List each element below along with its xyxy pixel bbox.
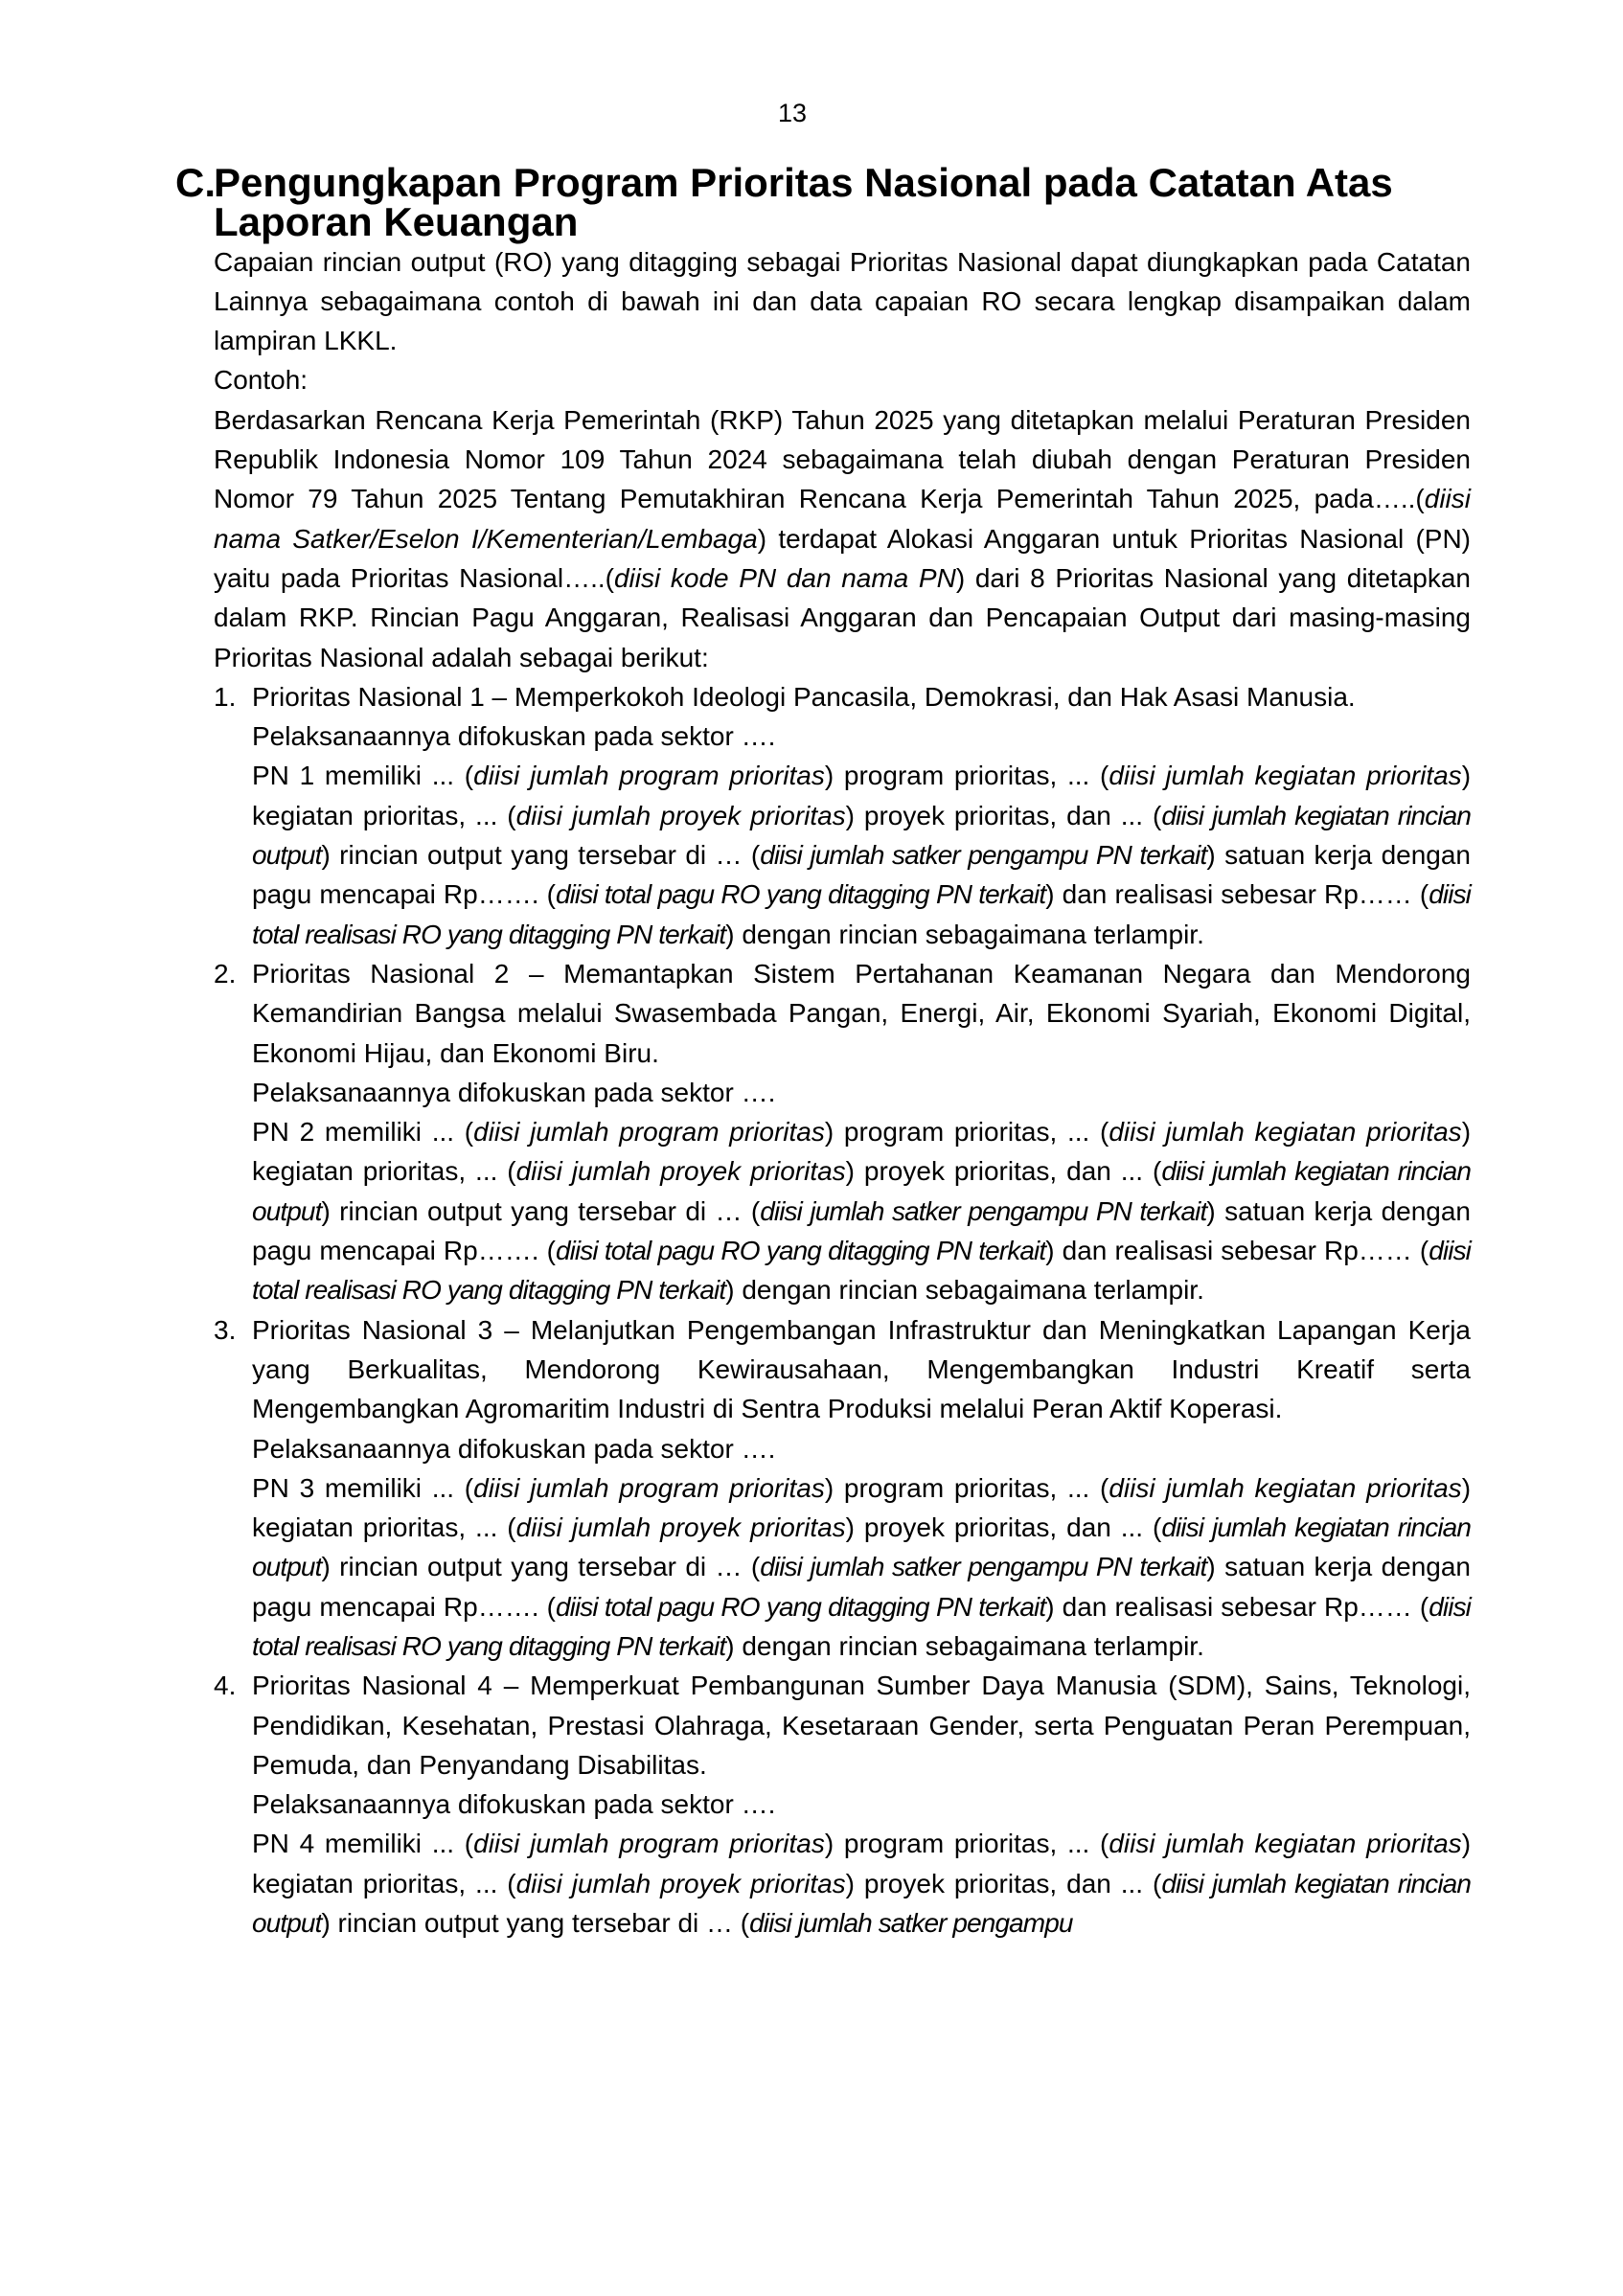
- text-run: ) terdapat Alokasi Anggaran untuk Prioritas Nasional (PN) yaitu pada Prioritas Nasional…..(: [214, 523, 1471, 593]
- text-run: Prioritas Nasional 4 – Memperkuat Pembangunan Sumber Daya Manusia (SDM), Sains, Teknologi, Pendidikan, Kesehatan, Prestasi Olahraga, Kesetaraan Gender, serta Penguatan Peran Perempuan, Pemuda, dan Penyandang Disabilitas.: [252, 1671, 1471, 1780]
- pn-detail: [252, 1112, 1471, 1309]
- text-run: ) dengan rincian sebagaimana terlampir.: [725, 1275, 1204, 1306]
- text-run: Capaian rincian output (RO) yang ditagging sebagai Prioritas Nasional dapat diungkapkan pada Catatan Lainnya sebagaimana contoh di bawah ini dan data capaian RO secara lengkap disampaikan dalam lampiran LKKL.: [214, 246, 1471, 356]
- list-item-pn4: [214, 1666, 1471, 1943]
- text-run: ) kegiatan prioritas, ... (: [252, 761, 1472, 830]
- placeholder-instruction: diisi jumlah proyek prioritas: [515, 1156, 846, 1187]
- priority-list: [214, 677, 1471, 1944]
- intro-paragraph: [214, 242, 1471, 361]
- list-item-body: [252, 1666, 1471, 1943]
- placeholder-instruction: diisi jumlah program prioritas: [473, 1472, 825, 1503]
- placeholder-instruction: diisi jumlah kegiatan rincian output: [252, 1868, 1471, 1939]
- placeholder-instruction: diisi jumlah program prioritas: [473, 1829, 825, 1859]
- text-run: PN 1 memiliki ... (: [252, 761, 474, 791]
- pn-focus: [252, 1073, 1471, 1112]
- text-run: ) program prioritas, ... (: [824, 1472, 1109, 1503]
- placeholder-instruction: diisi jumlah satker pengampu: [749, 1908, 1073, 1939]
- placeholder-instruction: diisi jumlah kegiatan rincian output: [252, 1512, 1471, 1582]
- placeholder-instruction: diisi jumlah program prioritas: [473, 761, 825, 791]
- example-paragraph: [214, 400, 1471, 677]
- text-run: Contoh:: [214, 365, 309, 396]
- text-run: ) kegiatan prioritas, ... (: [252, 1829, 1472, 1898]
- placeholder-instruction: diisi jumlah kegiatan rincian output: [252, 800, 1471, 871]
- text-run: ) satuan kerja dengan pagu mencapai Rp……. (: [252, 840, 1471, 910]
- text-run: ) kegiatan prioritas, ... (: [252, 1472, 1472, 1543]
- text-run: ) rincian output yang tersebar di … (: [321, 840, 761, 871]
- text-run: ) dan realisasi sebesar Rp…… (: [1045, 1236, 1429, 1266]
- pn-detail: [252, 1824, 1471, 1943]
- text-run: Pelaksanaannya difokuskan pada sektor ….: [252, 721, 776, 752]
- list-item-pn2: [214, 954, 1471, 1310]
- text-run: Prioritas Nasional 2 – Memantapkan Sistem Pertahanan Keamanan Negara dan Mendorong Kemandirian Bangsa melalui Swasembada Pangan, Energi, Air, Ekonomi Syariah, Ekonomi Digital, Ekonomi Hijau, dan Ekonomi Biru.: [252, 958, 1471, 1068]
- list-item-body: [252, 1310, 1471, 1667]
- text-run: Pelaksanaannya difokuskan pada sektor ….: [252, 1433, 776, 1464]
- text-run: ) rincian output yang tersebar di … (: [321, 1908, 750, 1939]
- text-run: ) satuan kerja dengan pagu mencapai Rp……. (: [252, 1552, 1471, 1622]
- placeholder-instruction: diisi jumlah kegiatan prioritas: [1109, 1117, 1462, 1148]
- list-item-pn3: [214, 1310, 1471, 1667]
- placeholder-instruction: diisi total pagu RO yang ditagging PN terkait: [555, 1591, 1046, 1622]
- section-body: [214, 242, 1471, 1944]
- text-run: Pelaksanaannya difokuskan pada sektor ….: [252, 1789, 776, 1820]
- list-number: 3.: [214, 1314, 237, 1345]
- text-run: ) dari 8 Prioritas Nasional yang ditetapkan dalam RKP. Rincian Pagu Anggaran, Realisasi Anggaran dan Pencapaian Output dari masing-masing Prioritas Nasional adalah sebagai berikut:: [214, 562, 1471, 672]
- section-heading: [175, 160, 1471, 245]
- text-run: Prioritas Nasional 1 – Memperkokoh Ideologi Pancasila, Demokrasi, dan Hak Asasi Manusia.: [252, 681, 1356, 712]
- text-run: ) dan realisasi sebesar Rp…… (: [1045, 879, 1429, 910]
- text-run: PN 2 memiliki ... (: [252, 1117, 474, 1148]
- placeholder-instruction: diisi jumlah program prioritas: [473, 1117, 825, 1148]
- placeholder-instruction: diisi total realisasi RO yang ditagging PN terkait: [252, 879, 1471, 949]
- text-run: ) proyek prioritas, dan ... (: [845, 800, 1162, 830]
- pn-detail: [252, 1468, 1471, 1666]
- section-letter: C.: [175, 160, 216, 205]
- text-run: ) satuan kerja dengan pagu mencapai Rp……. (: [252, 1195, 1471, 1266]
- list-item-body: [252, 677, 1471, 954]
- list-number: 4.: [214, 1671, 237, 1701]
- text-run: Pelaksanaannya difokuskan pada sektor ….: [252, 1077, 776, 1107]
- text-run: ) program prioritas, ... (: [824, 1117, 1109, 1148]
- example-label: [214, 360, 1471, 399]
- placeholder-instruction: diisi total pagu RO yang ditagging PN terkait: [555, 1236, 1046, 1266]
- placeholder-instruction: diisi total pagu RO yang ditagging PN terkait: [555, 879, 1046, 910]
- placeholder-instruction: diisi jumlah kegiatan prioritas: [1109, 1472, 1462, 1503]
- text-run: PN 4 memiliki ... (: [252, 1829, 474, 1859]
- text-run: ) program prioritas, ... (: [824, 761, 1109, 791]
- text-run: ) dan realisasi sebesar Rp…… (: [1045, 1591, 1429, 1622]
- text-run: ) proyek prioritas, dan ... (: [845, 1512, 1162, 1543]
- placeholder-instruction: diisi jumlah satker pengampu PN terkait: [760, 1195, 1207, 1226]
- list-item-body: [252, 954, 1471, 1310]
- text-run: Prioritas Nasional 3 – Melanjutkan Pengembangan Infrastruktur dan Meningkatkan Lapangan Kerja yang Berkualitas, Mendorong Kewirausahaan, Mengembangkan Industri Kreatif serta Mengembangkan Agromaritim Industri di Sentra Produksi melalui Peran Aktif Koperasi.: [252, 1314, 1471, 1424]
- text-run: ) proyek prioritas, dan ... (: [845, 1868, 1162, 1898]
- pn-title: [252, 1666, 1471, 1785]
- placeholder-instruction: diisi jumlah kegiatan rincian output: [252, 1156, 1471, 1226]
- text-run: ) rincian output yang tersebar di … (: [321, 1195, 761, 1226]
- pn-focus: [252, 716, 1471, 756]
- text-run: Berdasarkan Rencana Kerja Pemerintah (RKP) Tahun 2025 yang ditetapkan melalui Peraturan Presiden Republik Indonesia Nomor 109 Tahun 2024 sebagaimana telah diubah dengan Peraturan Presiden Nomor 79 Tahun 2025 Tentang Pemutakhiran Rencana Kerja Pemerintah Tahun 2025, pada…..(: [214, 404, 1471, 514]
- text-run: PN 3 memiliki ... (: [252, 1472, 474, 1503]
- document-content: [175, 160, 1472, 1943]
- placeholder-instruction: diisi jumlah proyek prioritas: [515, 1868, 846, 1898]
- placeholder-instruction: diisi total realisasi RO yang ditagging PN terkait: [252, 1591, 1471, 1661]
- pn-title: [252, 677, 1471, 716]
- text-run: ) dengan rincian sebagaimana terlampir.: [725, 1630, 1204, 1661]
- placeholder-instruction: diisi jumlah satker pengampu PN terkait: [760, 1552, 1207, 1582]
- text-run: ) dengan rincian sebagaimana terlampir.: [725, 919, 1204, 949]
- placeholder-instruction: diisi jumlah kegiatan prioritas: [1109, 1829, 1462, 1859]
- placeholder-instruction: diisi jumlah kegiatan prioritas: [1109, 761, 1462, 791]
- section-title: Pengungkapan Program Prioritas Nasional pada Catatan Atas Laporan Keuangan: [214, 160, 1393, 245]
- pn-title: [252, 1310, 1471, 1429]
- list-item-pn1: [214, 677, 1471, 954]
- list-number: 1.: [214, 681, 237, 712]
- text-run: ) proyek prioritas, dan ... (: [845, 1156, 1162, 1187]
- placeholder-instruction: diisi nama Satker/Eselon I/Kementerian/Lembaga: [214, 484, 1471, 554]
- pn-detail: [252, 756, 1471, 953]
- list-number: 2.: [214, 958, 237, 989]
- text-run: ) kegiatan prioritas, ... (: [252, 1117, 1472, 1187]
- placeholder-instruction: diisi total realisasi RO yang ditagging PN terkait: [252, 1236, 1471, 1306]
- pn-focus: [252, 1429, 1471, 1468]
- placeholder-instruction: diisi jumlah proyek prioritas: [515, 1512, 846, 1543]
- page-number: 13: [777, 99, 808, 127]
- placeholder-instruction: diisi kode PN dan nama PN: [613, 562, 956, 593]
- pn-title: [252, 954, 1471, 1073]
- placeholder-instruction: diisi jumlah satker pengampu PN terkait: [760, 840, 1207, 871]
- placeholder-instruction: diisi jumlah proyek prioritas: [515, 800, 846, 830]
- pn-focus: [252, 1785, 1471, 1824]
- text-run: ) program prioritas, ... (: [824, 1829, 1109, 1859]
- text-run: ) rincian output yang tersebar di … (: [321, 1552, 761, 1582]
